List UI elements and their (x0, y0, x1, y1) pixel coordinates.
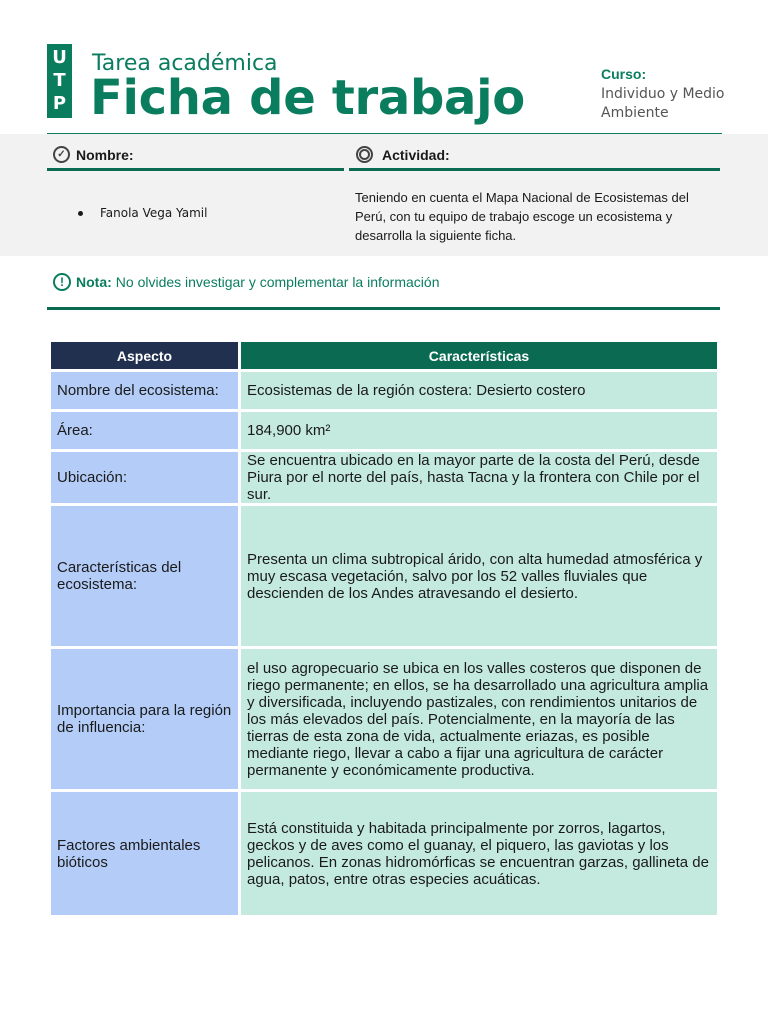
activity-label: Actividad: (382, 146, 450, 163)
detail-cell: 184,900 km² (241, 412, 717, 449)
detail-cell: Presenta un clima subtropical árido, con alta humedad atmosférica y muy escasa vegetación, salvo por los 52 valles fluviales que descienden de los Andes atravesando el desierto. (241, 506, 717, 646)
logo-letter-p: P (52, 92, 67, 114)
course-block (601, 66, 751, 123)
table-header-row (51, 342, 717, 369)
aspect-cell: Características del ecosistema: (51, 506, 238, 646)
activity-text: Teniendo en cuenta el Mapa Nacional de Ecosistemas del Perú, con tu equipo de trabajo escoge un ecosistema y desarrolla la siguiente ficha. (355, 190, 689, 243)
table-row (51, 792, 717, 915)
document-title: Ficha de trabajo (90, 70, 525, 126)
note-text: No olvides investigar y complementar la información (115, 274, 440, 290)
name-field-header (47, 141, 344, 171)
aspect-cell: Ubicación: (51, 452, 238, 503)
target-icon (356, 146, 373, 163)
course-label: Curso: (601, 66, 647, 82)
note-divider (47, 307, 720, 310)
column-header-characteristics: Características (241, 342, 717, 369)
logo-letter-u: U (52, 47, 67, 69)
column-header-aspect: Aspecto (51, 342, 238, 369)
aspect-cell: Factores ambientales bióticos (51, 792, 238, 915)
aspect-cell: Nombre del ecosistema: (51, 372, 238, 409)
aspect-cell: Importancia para la región de influencia: (51, 649, 238, 789)
name-label: Nombre: (76, 146, 134, 163)
note-label: Nota: (76, 274, 112, 290)
table-row (51, 412, 717, 449)
activity-field-header (349, 141, 720, 171)
logo-letter-t: T (53, 69, 66, 91)
check-circle-icon: ✓ (53, 146, 70, 163)
table-row (51, 506, 717, 646)
exclamation-circle-icon: ! (53, 273, 71, 291)
note (53, 273, 439, 291)
document-kicker: Tarea académica (92, 51, 278, 76)
name-list (78, 206, 207, 220)
ecosystem-table (48, 339, 720, 918)
detail-cell: Se encuentra ubicado en la mayor parte de la costa del Perú, desde Piura por el norte del país, hasta Tacna y la frontera con Chile por el sur. (241, 452, 717, 503)
course-name: Individuo y Medio Ambiente (601, 86, 725, 121)
table-row (51, 452, 717, 503)
detail-cell: Está constituida y habitada principalmente por zorros, lagartos, geckos y de aves como el guanay, el piquero, las gaviotas y los pelicanos. En zonas hidromórficas se encuentran garzas, gallineta de agua, patos, entre otras especies acuáticas. (241, 792, 717, 915)
aspect-cell: Área: (51, 412, 238, 449)
list-item: Fanola Vega Yamil (78, 206, 207, 220)
table-row (51, 372, 717, 409)
utp-logo (47, 44, 72, 118)
detail-cell: el uso agropecuario se ubica en los valles costeros que disponen de riego permanente; en ellos, se ha desarrollado una agricultura amplia y diversificada, incluyendo pastizales, con rendimientos unitarios de los más elevados del país. Potencialmente, en la mayoría de las tierras de esta zona de vida, actualmente eriazas, es posible mediante riego, llevar a cabo a fijar una agricultura de carácter permanente y económicamente productiva. (241, 649, 717, 789)
detail-cell: Ecosistemas de la región costera: Desierto costero (241, 372, 717, 409)
table-row (51, 649, 717, 789)
